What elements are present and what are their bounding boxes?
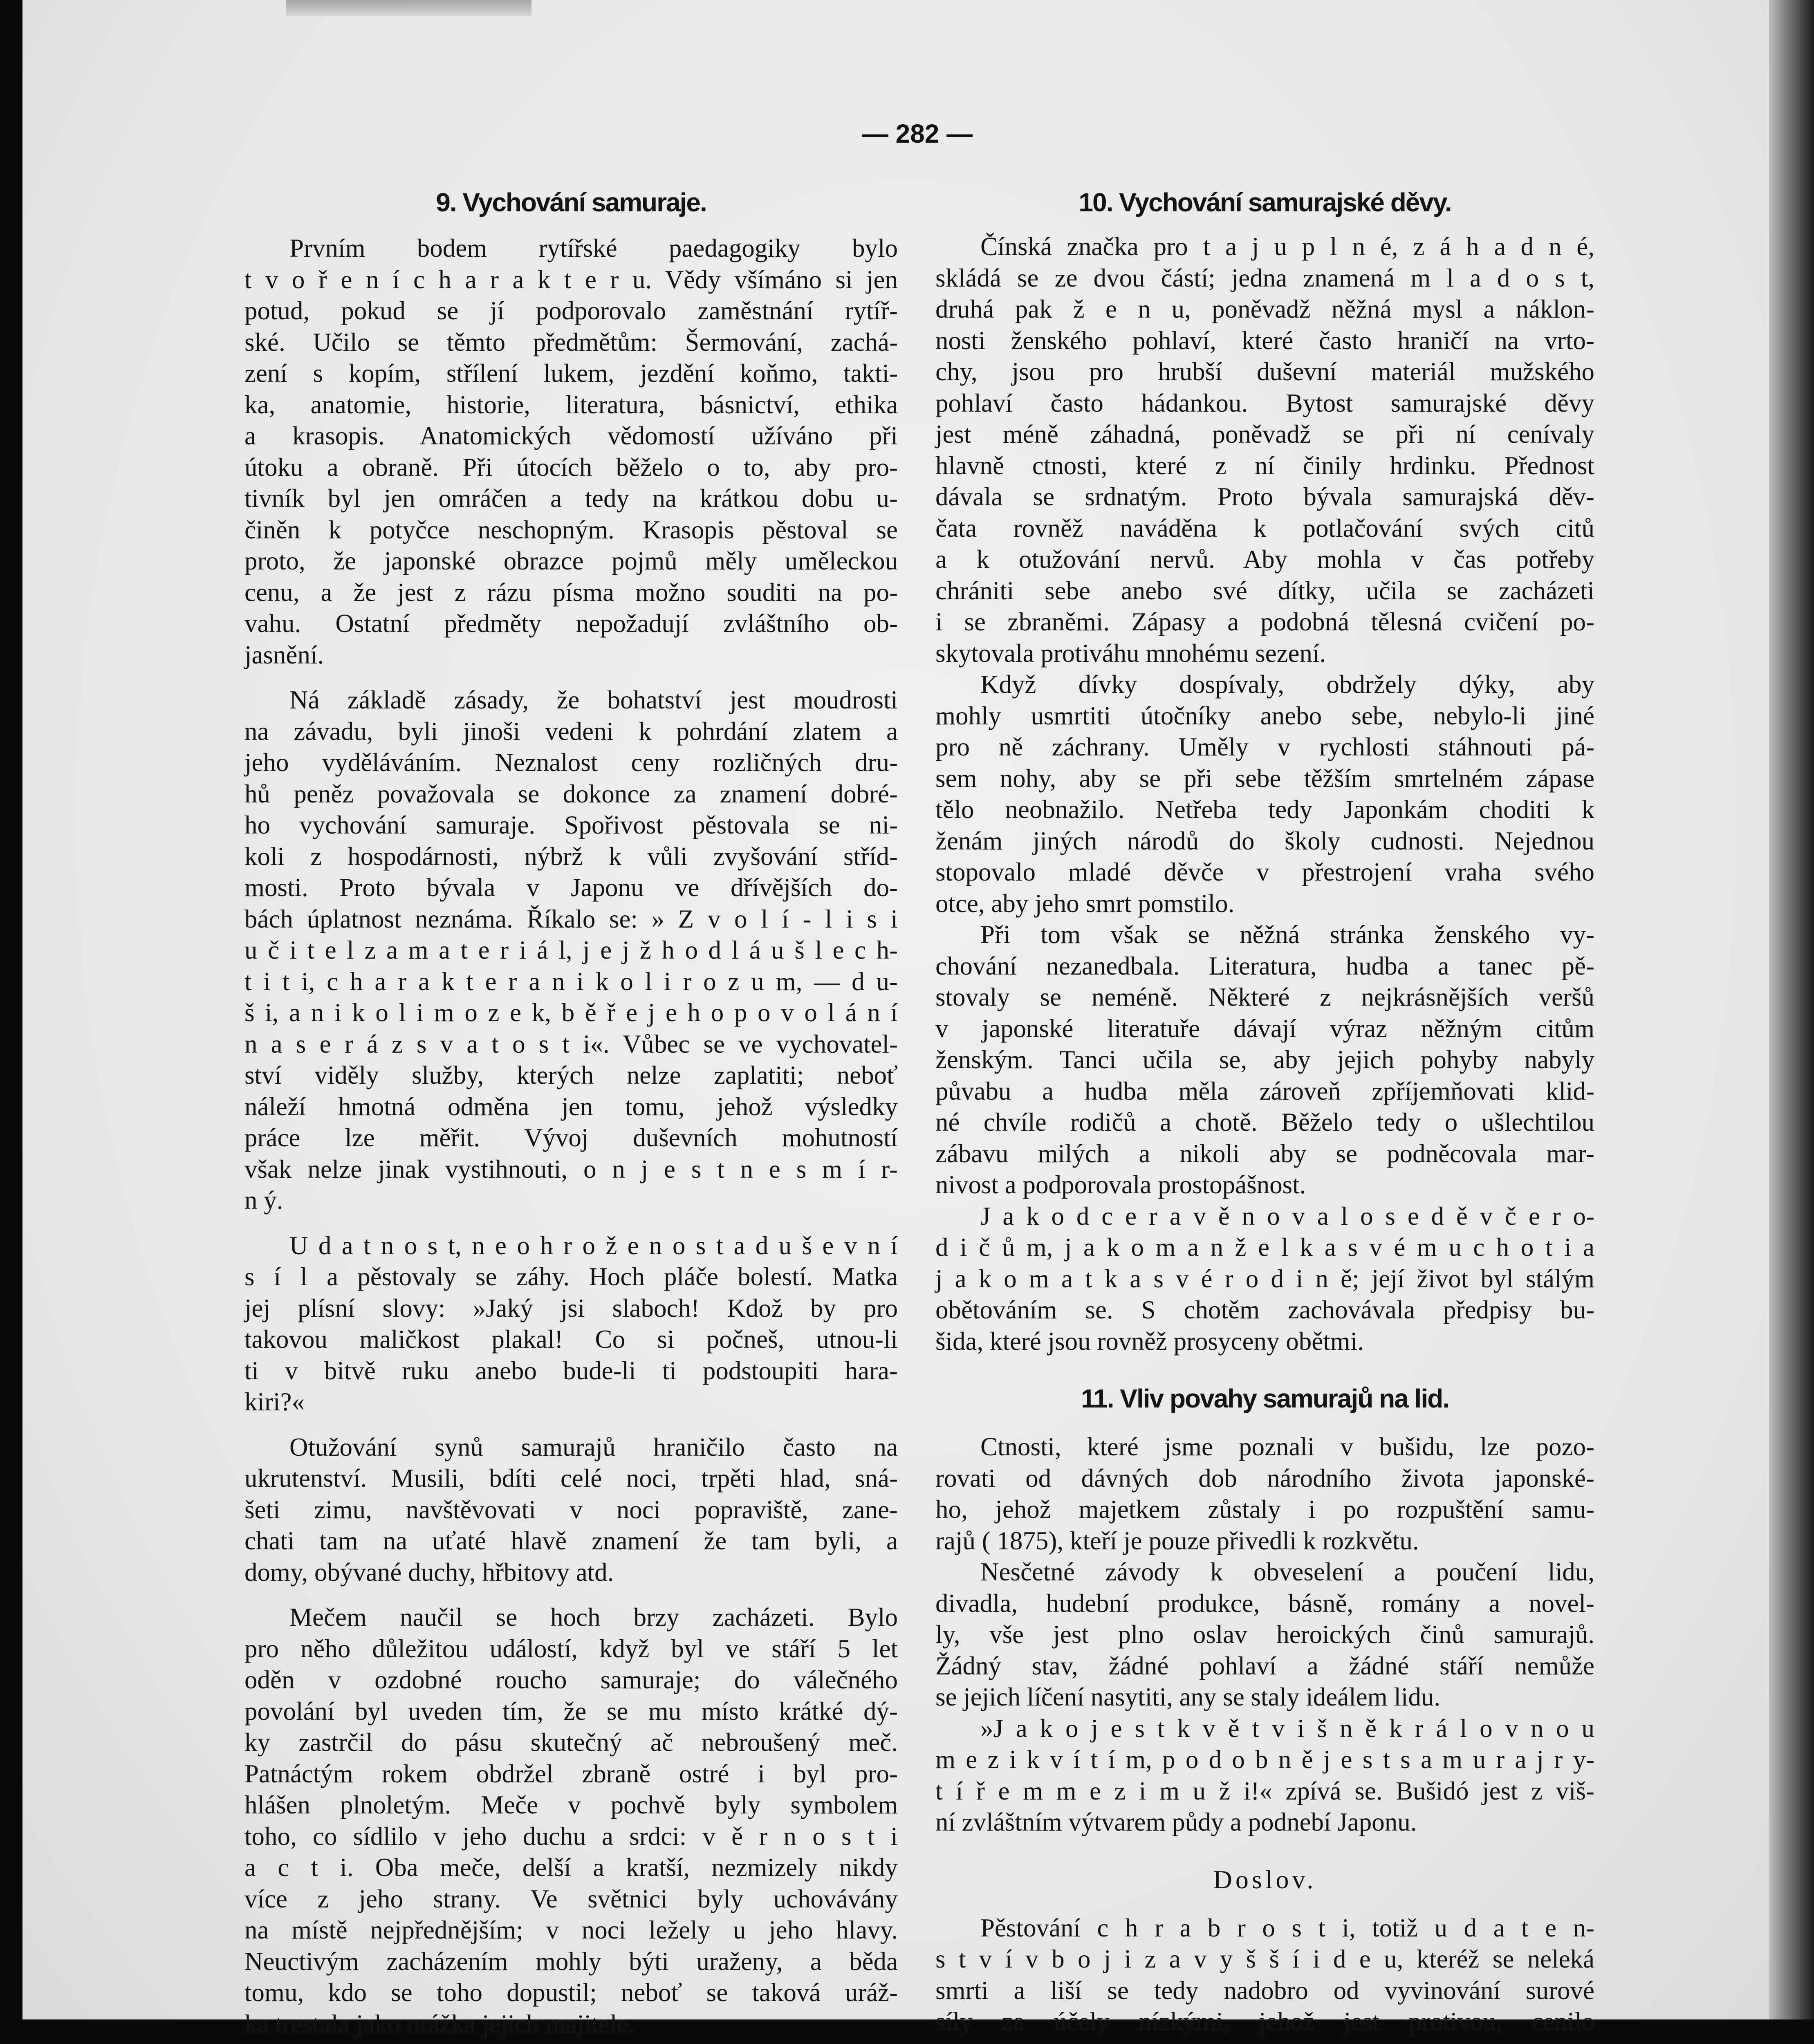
text-line: Prvním bodem rytířské paedagogiky bylo	[289, 234, 898, 262]
text-line: ství viděly služby, kterých nelze zaplatiti; neboť	[244, 1061, 898, 1089]
text-line: né chvíle rodičů a chotě. Běželo tedy o ušlechtilou	[935, 1108, 1594, 1136]
text-line: více z jeho strany. Ve světnici byly uchovávány	[244, 1884, 898, 1913]
text-line: a krasopis. Anatomických vědomostí užíváno při	[244, 421, 898, 450]
text-line: hlášen plnoletým. Meče v pochvě byly symbolem	[244, 1791, 898, 1819]
text-line: pohlaví často hádankou. Bytost samurajské děvy	[935, 388, 1594, 417]
text-line: Neuctivým zacházením mohly býti uraženy, a běda	[244, 1947, 898, 1976]
text-line: ní zvláštním výtvarem půdy a podnebí Japonu.	[935, 1808, 1417, 1836]
text-line: zení s kopím, střílení lukem, jezdění koňmo, takti-	[244, 359, 898, 388]
paragraph	[935, 1431, 1594, 1556]
text-line: š i, a n i k o l i m o z e k, b ě ř e j e h o p o v o l á n í	[244, 998, 898, 1027]
text-line: chování nezanedbala. Literatura, hudba a tanec pě-	[935, 951, 1594, 980]
text-line: náleží hmotná odměna jen tomu, jehož výsledky	[244, 1092, 898, 1121]
paragraph	[935, 1713, 1594, 1838]
text-line: Když dívky dospívaly, obdržely dýky, aby	[980, 670, 1594, 699]
text-line: jeho vyděláváním. Neznalost ceny rozličných dru-	[244, 748, 898, 777]
text-line: na místě nejpřednějším; v noci ležely u jeho hlavy.	[244, 1916, 898, 1944]
section-heading: 9. Vychování samuraje.	[436, 188, 706, 217]
text-line: cenu, a že jest z rázu písma možno souditi na po-	[244, 578, 898, 607]
text-line: povolání byl uveden tím, že se mu místo krátké dý-	[244, 1697, 898, 1726]
left-column	[244, 186, 898, 2040]
scan-border-left	[0, 0, 22, 2044]
text-line: Při tom však se něžná stránka ženského vy-	[980, 920, 1594, 949]
text-line: druhá pak ž e n u, poněvadž něžná mysl a náklon-	[935, 295, 1594, 323]
text-line: Čínská značka pro t a j u p l n é, z á h a d n é,	[980, 232, 1594, 261]
text-line: nosti ženského pohlaví, které často hraničí na vrto-	[935, 326, 1594, 355]
section-heading: Doslov.	[1213, 1865, 1317, 1894]
text-line: Mečem naučil se hoch brzy zacházeti. Bylo	[289, 1603, 898, 1632]
text-line: t í ř e m m e z i m u ž i!« zpívá se. Bušidó jest z viš-	[935, 1776, 1594, 1805]
text-line: a k otužování nervů. Aby mohla v čas potřeby	[935, 545, 1594, 574]
text-line: na závadu, byli jinoši vedeni k pohrdání zlatem a	[244, 717, 898, 746]
text-line: útoku a obraně. Při útocích běželo o to, aby pro-	[244, 453, 898, 482]
text-line: hlavně ctnosti, které z ní činily hrdinku. Přednost	[935, 451, 1594, 480]
text-line: ženám jiných národů do školy cudnosti. Nejednou	[935, 826, 1594, 855]
text-line: chrániti sebe anebo své dítky, učila se zacházeti	[935, 576, 1594, 605]
text-line: však nelze jinak vystihnouti, o n j e s t n e s m í r-	[244, 1154, 898, 1183]
text-line: Nesčetné závody k obveselení a poučení lidu,	[980, 1558, 1594, 1586]
text-line: domy, obývané duchy, hřbitovy atd.	[244, 1558, 614, 1587]
text-line: chati tam na uťaté hlavě znamení že tam byli, a	[244, 1526, 898, 1555]
text-line: t i t i, c h a r a k t e r a n i k o l i r o z u m, — d u-	[244, 967, 898, 996]
text-line: m e z i k v í t í m, p o d o b n ě j e s t s a m u r a j r y-	[935, 1745, 1594, 1774]
section-heading: 11. Vliv povahy samurajů na lid.	[1081, 1384, 1449, 1413]
text-line: n a s e r á z s v a t o s t i«. Vůbec se ve vychovatel-	[244, 1029, 898, 1058]
text-line: vahu. Ostatní předměty nepožadují zvláštního ob-	[244, 609, 898, 638]
text-line: tělo neobnažilo. Netřeba tedy Japonkám choditi k	[935, 795, 1594, 824]
text-line: koli z hospodárnosti, nýbrž k vůli zvyšování stříd-	[244, 842, 898, 871]
text-line: jej plísní slovy: »Jaký jsi slaboch! Kdož by pro	[244, 1293, 898, 1322]
paragraph	[244, 233, 898, 670]
text-line: šida, které jsou rovněž prosyceny obětmi.	[935, 1327, 1364, 1356]
text-line: »J a k o j e s t k v ě t v i š n ě k r á l o v n o u	[980, 1714, 1594, 1743]
text-line: bách úplatnost neznáma. Říkalo se: » Z v o l í - l i s i	[244, 904, 898, 933]
text-line: d i č ů m, j a k o m a n ž e l k a s v é m u c h o t i a	[935, 1233, 1594, 1262]
text-line: J a k o d c e r a v ě n o v a l o s e d ě v č e r o-	[980, 1201, 1594, 1230]
text-line: oděn v ozdobné roucho samuraje; do válečného	[244, 1665, 898, 1694]
text-line: skytovala protiváhu mnohému sezení.	[935, 639, 1326, 668]
text-line: Otužování synů samurajů hraničilo často na	[289, 1432, 898, 1461]
text-line: i se zbraněmi. Zápasy a podobná tělesná cvičení po-	[935, 607, 1594, 636]
text-line: divadla, hudební produkce, básně, romány a novel-	[935, 1589, 1594, 1618]
text-line: Žádný stav, žádné pohlaví a žádné stáří nemůže	[935, 1651, 1594, 1680]
text-line: j a k o m a t k a s v é r o d i n ě; její život byl stálým	[935, 1264, 1594, 1293]
text-line: otce, aby jeho smrt pomstilo.	[935, 889, 1235, 918]
scan-border-right	[1769, 0, 1814, 2044]
text-line: ka trestala jako urážka jejich majitele.	[244, 2009, 635, 2038]
text-line: ly, vše jest plno oslav heroických činů samurajů.	[935, 1620, 1594, 1649]
text-line: chy, jsou pro hrubší duševní materiál mužského	[935, 357, 1594, 386]
text-line: ho vychování samuraje. Spořivost pěstovala se ni-	[244, 811, 898, 839]
text-line: síly za účely nízkými, jehož jest protivou, cenilo	[935, 2007, 1594, 2036]
text-line: u č i t e l z a m a t e r i á l, j e j ž h o d l á u š l e c h-	[244, 936, 898, 964]
text-line: mosti. Proto bývala v Japonu ve dřívějších do-	[244, 873, 898, 902]
text-line: rovati od dávných dob národního života japonské-	[935, 1464, 1594, 1493]
text-line: proto, že japonské obrazce pojmů měly uměleckou	[244, 547, 898, 575]
text-line: čata rovněž naváděna k potlačování svých citů	[935, 513, 1594, 542]
text-line: Ctnosti, které jsme poznali v bušidu, lze pozo-	[980, 1432, 1594, 1461]
right-column	[935, 186, 1594, 2037]
section-heading: 10. Vychování samurajské děvy.	[1079, 188, 1451, 217]
text-line: n ý.	[244, 1186, 283, 1215]
paragraph	[935, 1912, 1594, 2037]
text-line: v japonské literatuře dávají výraz něžným citům	[935, 1014, 1594, 1043]
text-line: se jejich líčení nasytiti, any se staly ideálem lidu.	[935, 1683, 1441, 1711]
text-line: smrti a liší se tedy nadobro od vyvinování surové	[935, 1976, 1594, 2005]
paragraph	[244, 684, 898, 1216]
text-line: ky zastrčil do pásu skutečný ač nebroušený meč.	[244, 1728, 898, 1757]
text-line: ženským. Tanci učila se, aby jejich pohyby nabyly	[935, 1045, 1594, 1074]
paragraph	[935, 669, 1594, 919]
text-line: potud, pokud se jí podporovalo zaměstnání rytíř-	[244, 296, 898, 325]
text-line: skládá se ze dvou částí; jedna znamená m l a d o s t,	[935, 263, 1594, 292]
text-line: ti v bitvě ruku anebo bude-li ti podstoupiti hara-	[244, 1356, 898, 1385]
text-line: t v o ř e n í c h a r a k t e r u. Vědy všímáno si jen	[244, 265, 898, 294]
text-line: šeti zimu, navštěvovati v noci popraviště, zane-	[244, 1495, 898, 1524]
text-line: a c t i. Oba meče, delší a kratší, nezmizely nikdy	[244, 1853, 898, 1882]
text-line: Pěstování c h r a b r o s t i, totiž u d a t e n-	[980, 1913, 1594, 1942]
paragraph	[935, 1556, 1594, 1713]
text-line: tivník byl jen omráčen a tedy na krátkou dobu u-	[244, 484, 898, 513]
text-line: stopovalo mladé děvče v přestrojení vraha svého	[935, 858, 1594, 886]
scan-shadow-top	[286, 0, 531, 16]
paragraph	[244, 1230, 898, 1418]
text-line: sem nohy, aby se při sebe těžším smrtelném zápase	[935, 764, 1594, 793]
text-line: ukrutenství. Musili, bdíti celé noci, trpěti hlad, sná-	[244, 1464, 898, 1493]
text-line: ka, anatomie, historie, literatura, básnictví, ethika	[244, 390, 898, 419]
paragraph	[244, 1602, 898, 2040]
page-number: — 282 —	[862, 119, 973, 148]
paragraph	[244, 1432, 898, 1588]
text-line: s t v í v b o j i z a v y š š í i d e u, kteréž se neleká	[935, 1945, 1594, 1973]
paragraph	[935, 231, 1594, 669]
text-line: hů peněz považovala se dokonce za znamení dobré-	[244, 779, 898, 808]
text-line: toho, co sídlilo v jeho duchu a srdci: v ě r n o s t i	[244, 1822, 898, 1851]
text-line: kiri?«	[244, 1387, 305, 1416]
text-line: dávala se srdnatým. Proto bývala samurajská děv-	[935, 482, 1594, 511]
text-line: půvabu a hudba měla zároveň zpříjemňovati klid-	[935, 1076, 1594, 1105]
text-line: Patnáctým rokem obdržel zbraně ostré i byl pro-	[244, 1759, 898, 1788]
text-line: jasnění.	[244, 640, 324, 669]
text-line: ho, jehož majetkem zůstaly i po rozpuštění samu-	[935, 1495, 1594, 1524]
text-line: rajů ( 1875), kteří je pouze přivedli k rozkvětu.	[935, 1526, 1419, 1555]
text-line: s í l a pěstovaly se záhy. Hoch pláče bolestí. Matka	[244, 1262, 898, 1291]
text-line: tomu, kdo se toho dopustil; neboť se taková uráž-	[244, 1978, 898, 2007]
text-line: nivost a podporovala prostopášnost.	[935, 1170, 1306, 1199]
text-line: pro něho důležitou událostí, když byl ve stáří 5 let	[244, 1634, 898, 1663]
paragraph	[935, 919, 1594, 1201]
paragraph	[935, 1201, 1594, 1357]
text-line: činěn k potyčce neschopným. Krasopis pěstoval se	[244, 515, 898, 544]
text-line: zábavu milých a nikoli aby se podněcovala mar-	[935, 1139, 1594, 1168]
text-line: mohly usmrtiti útočníky anebo sebe, nebylo-li jiné	[935, 701, 1594, 730]
text-line: Ná základě zásady, že bohatství jest moudrosti	[289, 686, 898, 714]
text-line: jest méně záhadná, poněvadž se při ní cenívaly	[935, 420, 1594, 448]
text-line: práce lze měřit. Vývoj duševních mohutností	[244, 1123, 898, 1152]
text-line: takovou maličkost plakal! Co si počneš, utnou-li	[244, 1325, 898, 1354]
text-line: ské. Učilo se těmto předmětům: Šermování, zachá-	[244, 327, 898, 356]
text-line: obětováním se. S chotěm zachovávala předpisy bu-	[935, 1295, 1594, 1324]
text-line: pro ně záchrany. Uměly v rychlosti stáhnouti pá-	[935, 733, 1594, 761]
text-line: stovaly se neméně. Některé z nejkrásnějších veršů	[935, 983, 1594, 1011]
text-line: U d a t n o s t, n e o h r o ž e n o s t a d u š e v n í	[289, 1231, 898, 1260]
